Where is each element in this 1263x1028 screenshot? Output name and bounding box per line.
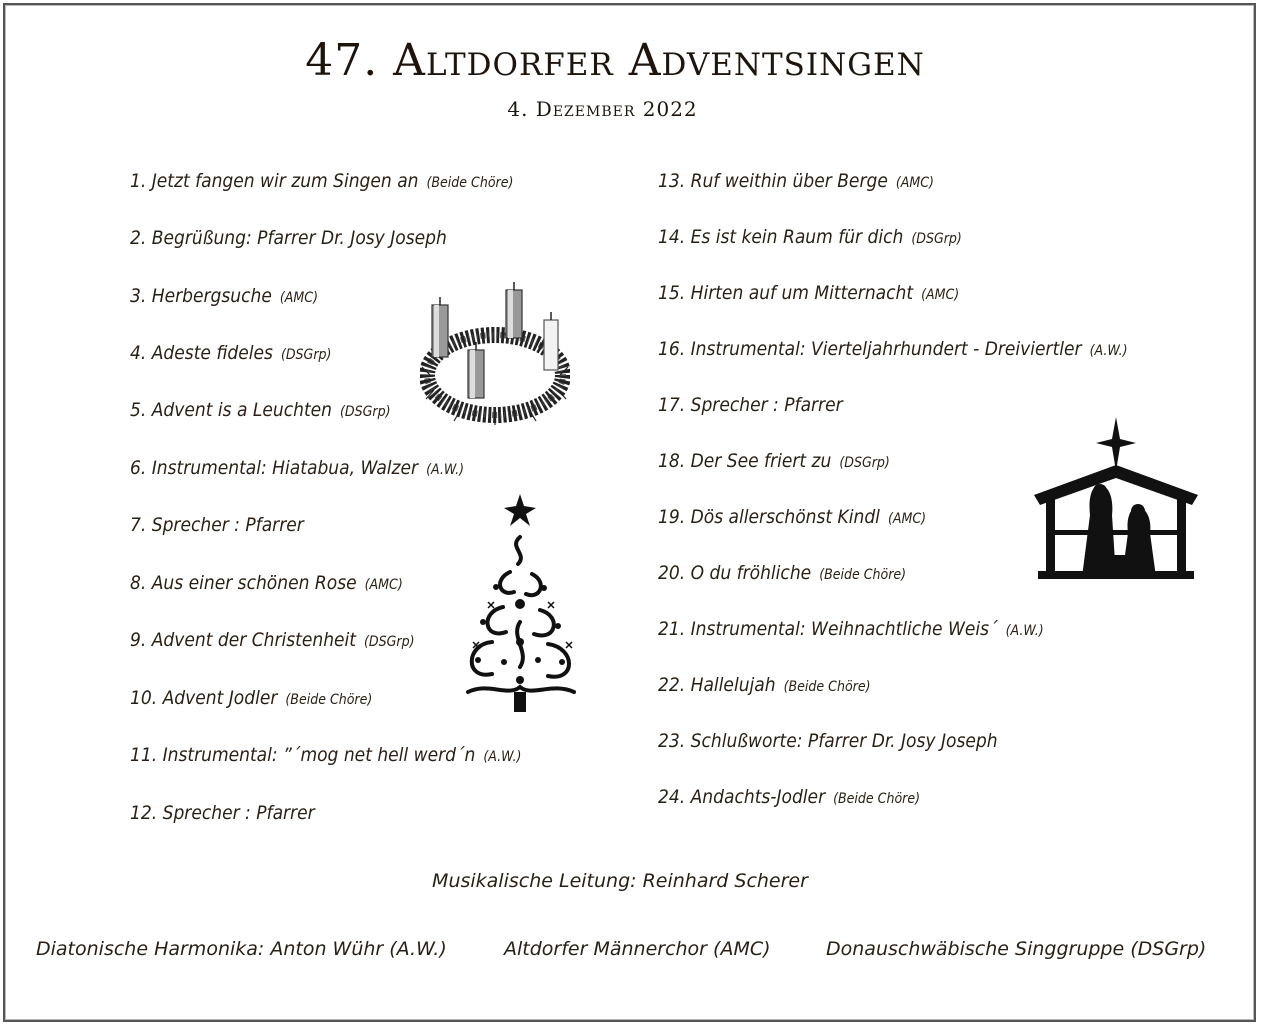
program-item: 12. Sprecher : Pfarrer (130, 802, 315, 824)
legend-item: Donauschwäbische Singgruppe (DSGrp) (826, 938, 1207, 960)
nativity-scene-icon (1030, 415, 1202, 580)
musical-direction: Musikalische Leitung: Reinhard Scherer (432, 870, 808, 892)
program-item: 10. Advent Jodler (Beide Chöre) (130, 687, 373, 709)
page-title: 47. Altdorfer Adventsingen (305, 35, 925, 86)
program-item: 15. Hirten auf um Mitternacht (AMC) (658, 282, 960, 304)
program-item: 20. O du fröhliche (Beide Chöre) (658, 562, 907, 584)
advent-wreath-icon (420, 275, 570, 425)
program-item: 16. Instrumental: Vierteljahrhundert - Dreiviertler (A.W.) (658, 338, 1128, 360)
christmas-tree-icon (448, 492, 593, 717)
program-item: 23. Schlußworte: Pfarrer Dr. Josy Joseph (658, 730, 998, 752)
program-item: 7. Sprecher : Pfarrer (130, 514, 304, 536)
program-item: 6. Instrumental: Hiatabua, Walzer (A.W.) (130, 457, 465, 479)
program-item: 2. Begrüßung: Pfarrer Dr. Josy Joseph (130, 227, 447, 249)
program-item: 24. Andachts-Jodler (Beide Chöre) (658, 786, 920, 808)
program-item: 5. Advent is a Leuchten (DSGrp) (130, 399, 391, 421)
program-item: 14. Es ist kein Raum für dich (DSGrp) (658, 226, 962, 248)
legend-item: Altdorfer Männerchor (AMC) (504, 938, 771, 960)
program-item: 17. Sprecher : Pfarrer (658, 394, 843, 416)
program-item: 18. Der See friert zu (DSGrp) (658, 450, 890, 472)
program-item: 21. Instrumental: Weihnachtliche Weis´ (A.W.) (658, 618, 1044, 640)
program-item: 19. Dös allerschönst Kindl (AMC) (658, 506, 927, 528)
program-item: 8. Aus einer schönen Rose (AMC) (130, 572, 403, 594)
program-item: 9. Advent der Christenheit (DSGrp) (130, 629, 415, 651)
program-item: 4. Adeste fideles (DSGrp) (130, 342, 332, 364)
program-item: 13. Ruf weithin über Berge (AMC) (658, 170, 934, 192)
event-date: 4. Dezember 2022 (507, 97, 698, 121)
program-item: 22. Hallelujah (Beide Chöre) (658, 674, 871, 696)
program-item: 3. Herbergsuche (AMC) (130, 285, 319, 307)
program-item: 11. Instrumental: ”´mog net hell werd´n (A.W.) (130, 744, 522, 766)
program-item: 1. Jetzt fangen wir zum Singen an (Beide Chöre) (130, 170, 514, 192)
legend-item: Diatonische Harmonika: Anton Wühr (A.W.) (36, 938, 447, 960)
